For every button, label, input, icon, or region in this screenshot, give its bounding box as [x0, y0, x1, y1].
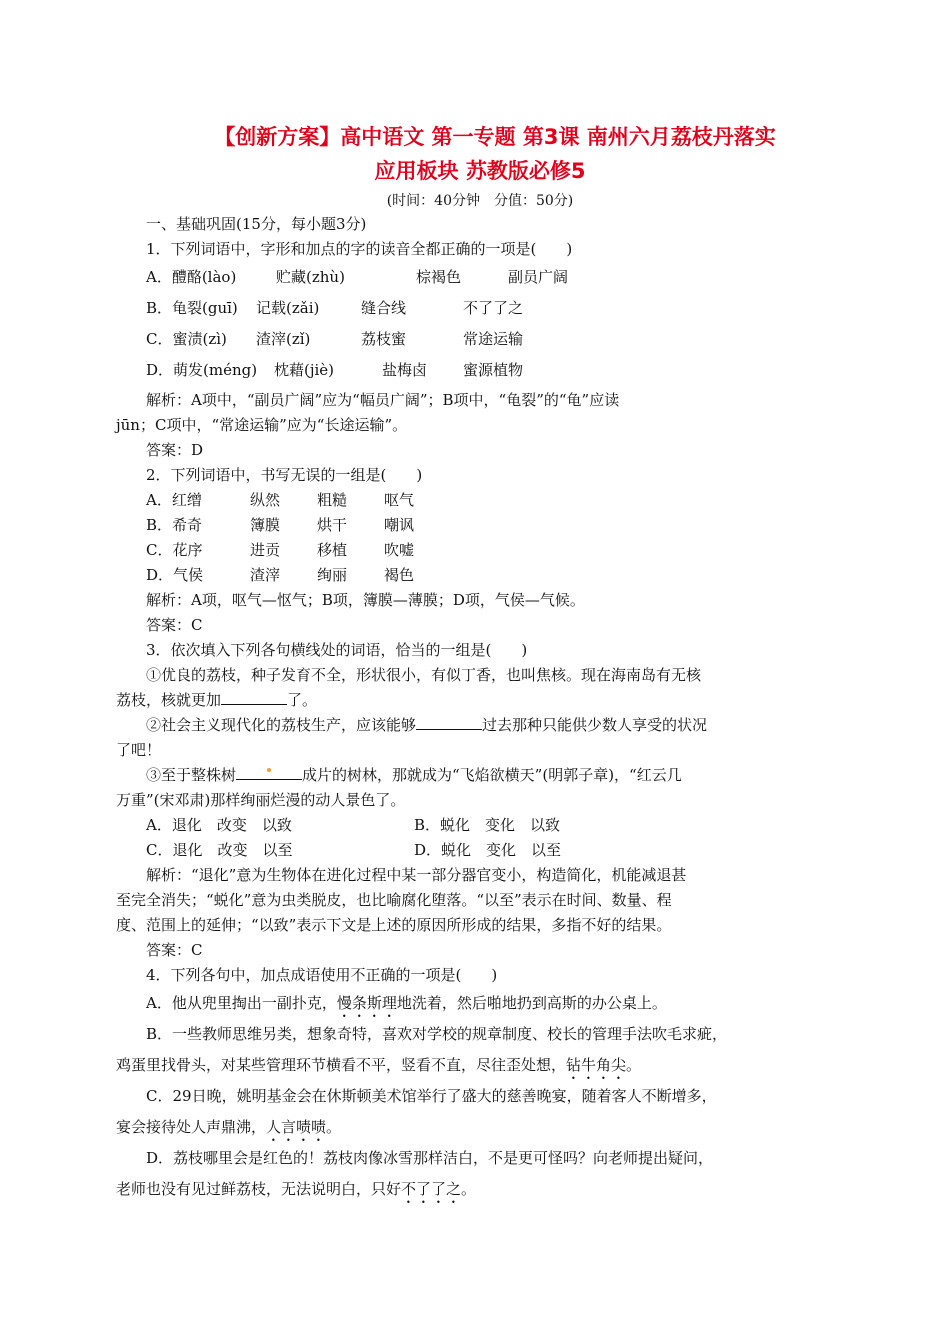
q1-d-word4: 蜜源植物: [463, 361, 524, 379]
q2-option-b: [146, 513, 816, 538]
q3-blank-2: [416, 713, 482, 730]
q3-stem: 3．依次填入下列各句横线处的词语，恰当的一组是( ): [146, 641, 528, 659]
q3-sentence2-line1: [146, 713, 816, 738]
q4-option-c-line2: [116, 1112, 816, 1143]
q2-analysis: 解析：A项，呕气—怄气；B项，簿膜—薄膜；D项，气侯—气候。: [146, 591, 585, 609]
q4-c-text-after: 。: [326, 1118, 342, 1136]
q1-c-word3: 荔枝蜜: [361, 330, 407, 348]
q4-option-a: [146, 988, 816, 1019]
q1-a-word3: 棕褐色: [416, 268, 462, 286]
q4-a-text-after: 地洗着，然后啪地扔到高斯的办公桌上。: [396, 994, 667, 1012]
q4-option-b-line2: [116, 1050, 816, 1081]
section-heading: 一、基础巩固(15分，每小题3分): [146, 215, 367, 233]
q1-b-word1: B．龟裂(guī): [146, 299, 238, 317]
q2-option-c: [146, 538, 816, 563]
q3-sentence3-line2: 万重”(宋邓肃)那样绚丽烂漫的动人景色了。: [116, 791, 406, 809]
q3-sentence1-line2: [116, 688, 816, 713]
q2-c-word4: 吹嘘: [384, 541, 415, 559]
q1-option-d: [146, 355, 816, 386]
q4-option-b-line1: B．一些教师思维另类，想象奇特，喜欢对学校的规章制度、校长的管理手法吹毛求疵，: [146, 1025, 728, 1043]
q4-b-text-before: 鸡蛋里找骨头，对某些管理环节横看不平，竖看不直，尽往歪处想，: [116, 1056, 567, 1074]
q4-stem: 4．下列各句中，加点成语使用不正确的一项是( ): [146, 966, 498, 984]
q4-c-text-before: 宴会接待处人声鼎沸，: [116, 1118, 267, 1136]
q2-a-word2: 纵然: [250, 491, 281, 509]
q3-blank-3: [236, 763, 302, 780]
q4-d-text-before: 老师也没有见过鲜荔枝，无法说明白，只好: [116, 1180, 402, 1198]
q4-d-idiom: 不了了之: [401, 1180, 462, 1198]
q2-a-word4: 呕气: [384, 491, 415, 509]
q1-a-word4: 副员广阔: [508, 268, 569, 286]
q4-d-text-after: 。: [461, 1180, 477, 1198]
q4-a-text-before: A．他从兜里掏出一副扑克，: [146, 994, 337, 1012]
q3-s1-text-before: 荔枝，核就更加: [116, 691, 222, 709]
q3-option-b: B．蜕化 变化 以致: [414, 816, 561, 834]
q2-b-word4: 嘲讽: [384, 516, 415, 534]
q4-option-c-line1: C．29日晚，姚明基金会在休斯顿美术馆举行了盛大的慈善晚宴，随着客人不断增多，: [146, 1087, 717, 1105]
q4-c-idiom: 人言啧啧: [266, 1118, 327, 1136]
q1-b-word3: 缝合线: [361, 299, 407, 317]
q3-analysis-line3: 度、范围上的延伸；“以致”表示下文是上述的原因所形成的结果，多指不好的结果。: [116, 916, 672, 934]
q1-a-word2: 贮藏(zhù): [276, 268, 345, 286]
q2-option-a: [146, 488, 816, 513]
q1-d-word3: 盐梅卤: [382, 361, 428, 379]
q2-d-word4: 褐色: [384, 566, 415, 584]
q1-b-word2: 记载(zǎi): [256, 299, 320, 317]
q1-d-word1: D．萌发(méng): [146, 361, 258, 379]
q3-analysis-line2: 至完全消失；“蜕化”意为虫类脱皮，也比喻腐化堕落。“以至”表示在时间、数量、程: [116, 891, 672, 909]
q2-c-word2: 进贡: [250, 541, 281, 559]
q3-option-d: D．蜕化 变化 以至: [414, 841, 562, 859]
q1-option-a: [146, 262, 816, 293]
q1-a-word1: A．醴酪(lào): [146, 268, 237, 286]
q1-stem: 1．下列词语中，字形和加点的字的读音全都正确的一项是( ): [146, 240, 573, 258]
q1-d-word2: 枕藉(jiè): [274, 361, 335, 379]
document-body: [116, 212, 816, 1205]
q1-analysis-line1: 解析：A项中，“副员广阔”应为“幅员广阔”；B项中，“龟裂”的“龟”应读: [146, 391, 620, 409]
q3-sentence2-line2: 了吧！: [116, 741, 162, 759]
q2-answer: 答案：C: [146, 616, 203, 634]
q1-analysis-line2: jūn；C项中，“常途运输”应为“长途运输”。: [116, 416, 408, 434]
q2-stem: 2．下列词语中，书写无误的一组是( ): [146, 466, 423, 484]
q1-c-word4: 常途运输: [463, 330, 524, 348]
doc-title-line1: 【创新方案】高中语文 第一专题 第3课 南州六月荔枝丹落实: [214, 125, 776, 149]
q3-s1-text-after: 了。: [287, 691, 318, 709]
q1-c-word2: 渣滓(zǐ): [256, 330, 311, 348]
q2-a-word3: 粗糙: [317, 491, 348, 509]
q3-option-c: C．退化 改变 以至: [146, 841, 293, 859]
q2-c-word1: C．花序: [146, 541, 203, 559]
q2-d-word2: 渣滓: [250, 566, 281, 584]
q3-sentence1-line1: ①优良的荔枝，种子发育不全，形状很小，有似丁香，也叫焦核。现在海南岛有无核: [146, 666, 702, 684]
q3-options-row1: [146, 813, 816, 838]
q2-b-word2: 簿膜: [250, 516, 281, 534]
q3-sentence3-line1: [146, 763, 816, 788]
q2-d-word3: 绚丽: [317, 566, 348, 584]
q2-option-d: [146, 563, 816, 588]
q2-a-word1: A．红缯: [146, 491, 202, 509]
q1-b-word4: 不了了之: [463, 299, 524, 317]
q1-c-word1: C．蜜渍(zì): [146, 330, 227, 348]
time-score-info: (时间：40分钟 分值：50分): [386, 193, 574, 209]
q3-option-a: A．退化 改变 以致: [146, 816, 292, 834]
q4-option-d-line1: D．荔枝哪里会是红色的！荔枝肉像冰雪那样洁白，不是更可怪吗？向老师提出疑问，: [146, 1149, 714, 1167]
q2-b-word3: 烘干: [317, 516, 348, 534]
q2-d-word1: D．气侯: [146, 566, 204, 584]
q2-c-word3: 移植: [317, 541, 348, 559]
q4-a-idiom: 慢条斯理: [336, 994, 397, 1012]
q4-option-d-line2: [116, 1174, 816, 1205]
q3-s3-text-after: 成片的树林，那就成为“飞焰欲横天”(明郭子章)，“红云几: [302, 766, 682, 784]
q3-s3-text-before: ③至于整株树: [146, 766, 237, 784]
q1-answer: 答案：D: [146, 441, 204, 459]
q4-b-idiom: 钻牛角尖: [566, 1056, 627, 1074]
q1-option-c: [146, 324, 816, 355]
q3-s2-text-before: ②社会主义现代化的荔枝生产，应该能够: [146, 716, 417, 734]
q3-options-row2: [146, 838, 816, 863]
q3-blank-1: [221, 688, 287, 705]
q4-b-text-after: 。: [626, 1056, 642, 1074]
orange-mark: [267, 768, 271, 772]
doc-title-line2: 应用板块 苏教版必修5: [374, 159, 586, 183]
q2-b-word1: B．希奇: [146, 516, 203, 534]
q3-answer: 答案：C: [146, 941, 203, 959]
q3-analysis-line1: 解析：“退化”意为生物体在进化过程中某一部分器官变小，构造简化，机能减退甚: [146, 866, 687, 884]
q1-option-b: [146, 293, 816, 324]
q3-s2-text-after: 过去那种只能供少数人享受的状况: [482, 716, 708, 734]
